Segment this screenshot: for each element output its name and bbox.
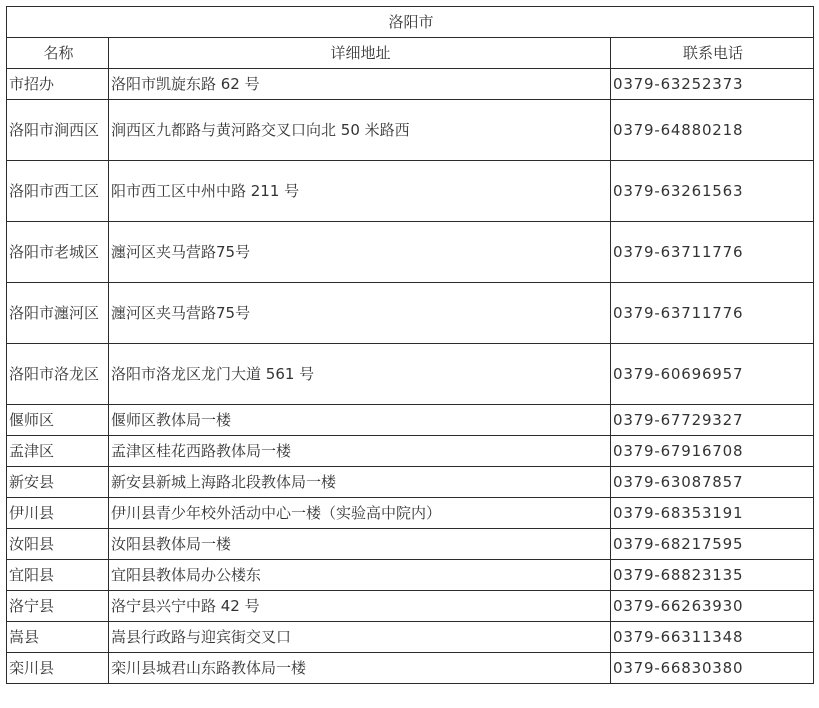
office-name-cell: 栾川县 — [7, 653, 109, 684]
phone-cell: 0379-68353191 — [611, 498, 814, 529]
office-name-cell: 嵩县 — [7, 622, 109, 653]
table-row — [7, 405, 814, 436]
office-name-cell: 汝阳县 — [7, 529, 109, 560]
table-row — [7, 100, 814, 161]
table-row — [7, 161, 814, 222]
phone-cell: 0379-66830380 — [611, 653, 814, 684]
address-cell: 偃师区教体局一楼 — [109, 405, 611, 436]
office-name-cell: 孟津区 — [7, 436, 109, 467]
office-name-cell: 市招办 — [7, 69, 109, 100]
phone-cell: 0379-66311348 — [611, 622, 814, 653]
phone-cell: 0379-60696957 — [611, 344, 814, 405]
phone-cell: 0379-63711776 — [611, 283, 814, 344]
office-name-cell: 洛阳市老城区 — [7, 222, 109, 283]
table-row — [7, 622, 814, 653]
table-header-row — [7, 38, 814, 69]
table-row — [7, 69, 814, 100]
address-cell: 洛阳市凯旋东路 62 号 — [109, 69, 611, 100]
office-name-cell: 洛阳市涧西区 — [7, 100, 109, 161]
table-row — [7, 653, 814, 684]
address-cell: 伊川县青少年校外活动中心一楼（实验高中院内） — [109, 498, 611, 529]
address-cell: 瀍河区夹马营路75号 — [109, 283, 611, 344]
address-cell: 栾川县城君山东路教体局一楼 — [109, 653, 611, 684]
phone-cell: 0379-67729327 — [611, 405, 814, 436]
table-title: 洛阳市 — [7, 7, 814, 38]
office-name-cell: 伊川县 — [7, 498, 109, 529]
office-name-cell: 偃师区 — [7, 405, 109, 436]
table-title-row — [7, 7, 814, 38]
office-name-cell: 洛阳市西工区 — [7, 161, 109, 222]
phone-cell: 0379-63261563 — [611, 161, 814, 222]
table-row — [7, 283, 814, 344]
table-row — [7, 498, 814, 529]
table-row — [7, 560, 814, 591]
column-header-address: 详细地址 — [109, 38, 611, 69]
phone-cell: 0379-63087857 — [611, 467, 814, 498]
address-cell: 嵩县行政路与迎宾街交叉口 — [109, 622, 611, 653]
address-cell: 洛阳市洛龙区龙门大道 561 号 — [109, 344, 611, 405]
phone-cell: 0379-66263930 — [611, 591, 814, 622]
address-cell: 阳市西工区中州中路 211 号 — [109, 161, 611, 222]
address-cell: 洛宁县兴宁中路 42 号 — [109, 591, 611, 622]
office-name-cell: 宜阳县 — [7, 560, 109, 591]
office-name-cell: 洛宁县 — [7, 591, 109, 622]
phone-cell: 0379-67916708 — [611, 436, 814, 467]
address-cell: 涧西区九都路与黄河路交叉口向北 50 米路西 — [109, 100, 611, 161]
phone-cell: 0379-64880218 — [611, 100, 814, 161]
table-row — [7, 467, 814, 498]
address-cell: 汝阳县教体局一楼 — [109, 529, 611, 560]
table-row — [7, 529, 814, 560]
address-cell: 瀍河区夹马营路75号 — [109, 222, 611, 283]
table-row — [7, 344, 814, 405]
phone-cell: 0379-63252373 — [611, 69, 814, 100]
phone-cell: 0379-63711776 — [611, 222, 814, 283]
office-name-cell: 洛阳市瀍河区 — [7, 283, 109, 344]
address-cell: 孟津区桂花西路教体局一楼 — [109, 436, 611, 467]
phone-cell: 0379-68823135 — [611, 560, 814, 591]
column-header-phone: 联系电话 — [611, 38, 814, 69]
contact-directory-table — [6, 6, 814, 684]
column-header-name: 名称 — [7, 38, 109, 69]
address-cell: 宜阳县教体局办公楼东 — [109, 560, 611, 591]
table-row — [7, 436, 814, 467]
table-row — [7, 222, 814, 283]
table-row — [7, 591, 814, 622]
office-name-cell: 洛阳市洛龙区 — [7, 344, 109, 405]
office-name-cell: 新安县 — [7, 467, 109, 498]
address-cell: 新安县新城上海路北段教体局一楼 — [109, 467, 611, 498]
phone-cell: 0379-68217595 — [611, 529, 814, 560]
